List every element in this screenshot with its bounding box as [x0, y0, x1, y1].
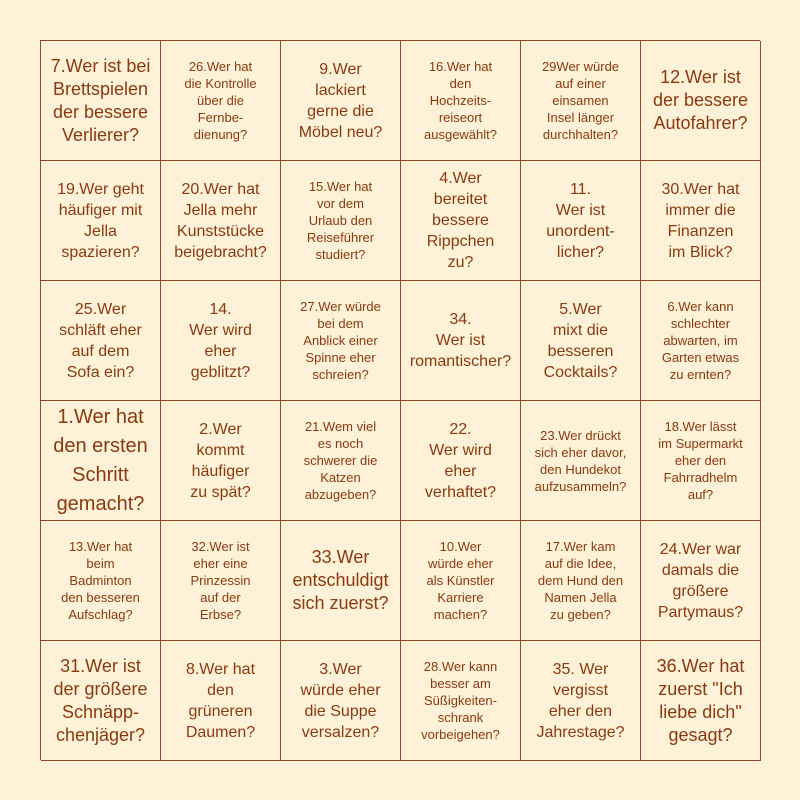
bingo-cell[interactable]: 14. Wer wird eher geblitzt? [161, 281, 281, 401]
bingo-cell[interactable]: 15.Wer hat vor dem Urlaub den Reiseführer studiert? [281, 161, 401, 281]
bingo-cell[interactable]: 17.Wer kam auf die Idee, dem Hund den Namen Jella zu geben? [521, 521, 641, 641]
bingo-cell[interactable]: 3.Wer würde eher die Suppe versalzen? [281, 641, 401, 761]
bingo-cell[interactable]: 20.Wer hat Jella mehr Kunststücke beigebracht? [161, 161, 281, 281]
bingo-cell[interactable]: 24.Wer war damals die größere Partymaus? [641, 521, 761, 641]
bingo-cell[interactable]: 23.Wer drückt sich eher davor, den Hundekot aufzusammeln? [521, 401, 641, 521]
bingo-cell[interactable]: 10.Wer würde eher als Künstler Karriere machen? [401, 521, 521, 641]
bingo-cell[interactable]: 16.Wer hat den Hochzeits- reiseort ausgewählt? [401, 41, 521, 161]
bingo-board [40, 40, 760, 760]
bingo-cell[interactable]: 19.Wer geht häufiger mit Jella spazieren? [41, 161, 161, 281]
bingo-cell[interactable]: 29Wer würde auf einer einsamen Insel länger durchhalten? [521, 41, 641, 161]
bingo-cell[interactable]: 2.Wer kommt häufiger zu spät? [161, 401, 281, 521]
bingo-cell[interactable]: 5.Wer mixt die besseren Cocktails? [521, 281, 641, 401]
bingo-cell[interactable]: 36.Wer hat zuerst "Ich liebe dich" gesagt? [641, 641, 761, 761]
bingo-cell[interactable]: 6.Wer kann schlechter abwarten, im Garten etwas zu ernten? [641, 281, 761, 401]
bingo-cell[interactable]: 27.Wer würde bei dem Anblick einer Spinne eher schreien? [281, 281, 401, 401]
bingo-cell[interactable]: 22. Wer wird eher verhaftet? [401, 401, 521, 521]
bingo-cell[interactable]: 21.Wem viel es noch schwerer die Katzen abzugeben? [281, 401, 401, 521]
bingo-cell[interactable]: 31.Wer ist der größere Schnäpp- chenjäger? [41, 641, 161, 761]
bingo-cell[interactable]: 26.Wer hat die Kontrolle über die Fernbe- dienung? [161, 41, 281, 161]
bingo-cell[interactable]: 18.Wer lässt im Supermarkt eher den Fahrradhelm auf? [641, 401, 761, 521]
bingo-cell[interactable]: 9.Wer lackiert gerne die Möbel neu? [281, 41, 401, 161]
bingo-cell[interactable]: 30.Wer hat immer die Finanzen im Blick? [641, 161, 761, 281]
bingo-cell[interactable]: 8.Wer hat den grüneren Daumen? [161, 641, 281, 761]
bingo-cell[interactable]: 33.Wer entschuldigt sich zuerst? [281, 521, 401, 641]
bingo-cell[interactable]: 7.Wer ist bei Brettspielen der bessere Verlierer? [41, 41, 161, 161]
bingo-cell[interactable]: 35. Wer vergisst eher den Jahrestage? [521, 641, 641, 761]
bingo-cell[interactable]: 32.Wer ist eher eine Prinzessin auf der Erbse? [161, 521, 281, 641]
bingo-cell[interactable]: 1.Wer hat den ersten Schritt gemacht? [41, 401, 161, 521]
bingo-cell[interactable]: 12.Wer ist der bessere Autofahrer? [641, 41, 761, 161]
bingo-cell[interactable]: 28.Wer kann besser am Süßigkeiten- schrank vorbeigehen? [401, 641, 521, 761]
bingo-cell[interactable]: 25.Wer schläft eher auf dem Sofa ein? [41, 281, 161, 401]
bingo-cell[interactable]: 4.Wer bereitet bessere Rippchen zu? [401, 161, 521, 281]
bingo-cell[interactable]: 34. Wer ist romantischer? [401, 281, 521, 401]
bingo-cell[interactable]: 11. Wer ist unordent- licher? [521, 161, 641, 281]
bingo-cell[interactable]: 13.Wer hat beim Badminton den besseren Aufschlag? [41, 521, 161, 641]
